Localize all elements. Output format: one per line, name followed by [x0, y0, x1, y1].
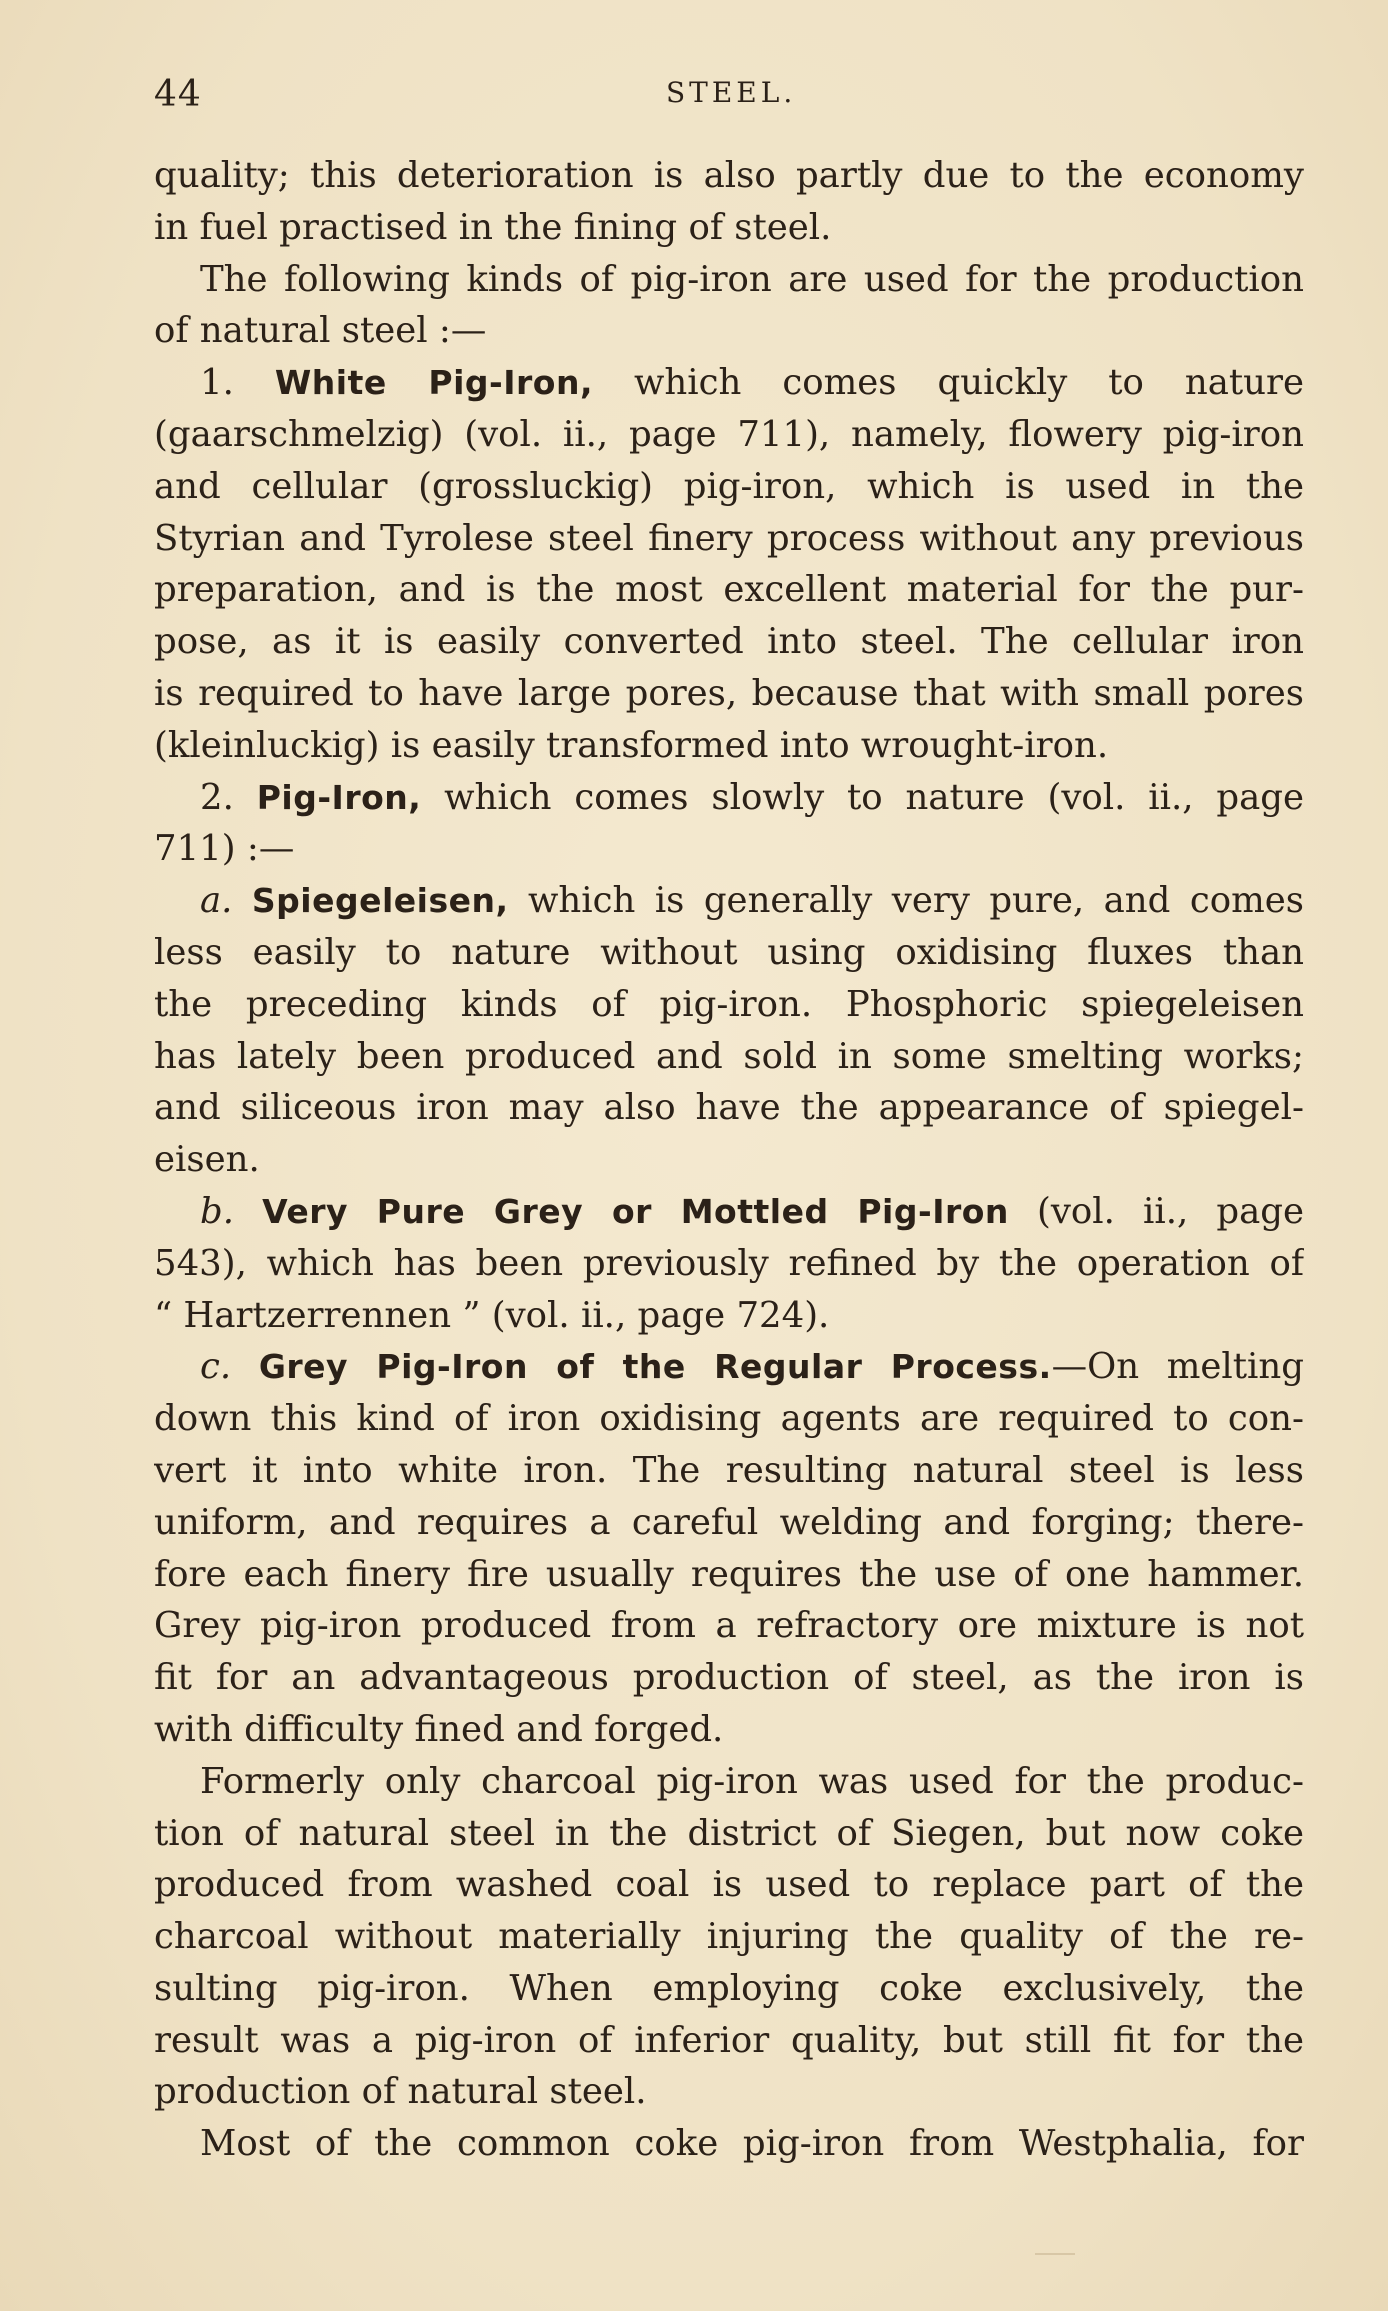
text-run: pose, as it is easily converted into steel. The cellular iron — [154, 621, 1304, 663]
text-run: 1. — [200, 362, 275, 404]
run-in-heading: Very Pure Grey or Mottled Pig-Iron — [262, 1191, 1009, 1231]
text-run: 711) :— — [154, 828, 295, 870]
text-run: 543), which has been previously refined by the operation of — [154, 1242, 1304, 1284]
text-run: fore each finery fire usually requires the use of one hammer. — [154, 1553, 1304, 1595]
page-header — [154, 70, 1304, 120]
text-run: Styrian and Tyrolese steel finery process without any previous — [154, 517, 1304, 559]
text-line — [154, 2066, 1304, 2118]
run-in-heading: Spiegeleisen, — [251, 881, 509, 921]
item-letter: a. — [200, 880, 233, 922]
text-run: tion of natural steel in the district of Siegen, but now coke — [154, 1812, 1304, 1854]
text-run: charcoal without materially injuring the quality of the re- — [154, 1916, 1304, 1958]
text-line — [154, 2015, 1304, 2067]
text-line — [154, 616, 1304, 668]
text-run: of natural steel :— — [154, 310, 487, 352]
run-in-heading: White Pig-Iron, — [274, 363, 594, 403]
text-line — [154, 668, 1304, 720]
text-line — [154, 1652, 1304, 1704]
text-line — [154, 1808, 1304, 1860]
text-line — [154, 1290, 1304, 1342]
text-line — [154, 772, 1304, 824]
text-run: the preceding kinds of pig-iron. Phosphoric spiegeleisen — [154, 983, 1304, 1025]
text-run: has lately been produced and sold in some smelting works; — [154, 1035, 1304, 1077]
text-run: result was a pig-iron of inferior quality, but still fit for the — [154, 2019, 1304, 2061]
text-line — [154, 1704, 1304, 1756]
text-line — [154, 1756, 1304, 1808]
text-run: which comes slowly to nature (vol. ii., page — [421, 776, 1304, 818]
text-run: 2. — [200, 776, 257, 818]
text-line — [154, 1134, 1304, 1186]
text-line — [154, 202, 1304, 254]
text-line — [154, 1341, 1304, 1393]
text-line — [154, 1963, 1304, 2015]
text-run: eisen. — [154, 1139, 260, 1181]
running-head: STEEL. — [666, 76, 797, 109]
run-in-heading: Grey Pig-Iron of the Regular Process. — [258, 1347, 1052, 1387]
text-run: vert it into white iron. The resulting natural steel is less — [154, 1449, 1304, 1491]
text-line — [154, 823, 1304, 875]
text-run: —On melting — [1051, 1346, 1304, 1388]
text-line — [154, 357, 1304, 409]
text-line — [154, 1600, 1304, 1652]
text-run — [232, 880, 251, 921]
text-run: which is generally very pure, and comes — [508, 880, 1304, 922]
text-run: (gaarschmelzig) (vol. ii., page 711), namely, flowery pig-iron — [154, 413, 1304, 455]
text-run: quality; this deterioration is also partly due to the economy — [154, 155, 1304, 196]
run-in-heading: Pig-Iron, — [256, 777, 422, 817]
item-letter: b. — [200, 1190, 235, 1232]
text-line — [154, 409, 1304, 461]
text-line — [154, 513, 1304, 565]
text-run: in fuel practised in the fining of steel. — [154, 206, 832, 248]
text-line — [154, 305, 1304, 357]
text-run: “ Hartzerrennen ” (vol. ii., page 724). — [154, 1294, 830, 1336]
text-run: Most of the common coke pig-iron from Westphalia, for — [200, 2123, 1304, 2165]
text-run: The following kinds of pig-iron are used for the production — [200, 258, 1304, 300]
text-run: produced from washed coal is used to replace part of the — [154, 1864, 1304, 1906]
text-line — [154, 1082, 1304, 1134]
text-run: (kleinluckig) is easily transformed into wrought-iron. — [154, 724, 1109, 766]
text-line — [154, 1393, 1304, 1445]
text-run: less easily to nature without using oxidising fluxes than — [154, 931, 1304, 973]
text-line — [154, 1911, 1304, 1963]
text-run: and cellular (grossluckig) pig-iron, which is used in the — [154, 465, 1304, 507]
text-run: and siliceous iron may also have the appearance of spiegel- — [154, 1087, 1304, 1129]
text-line — [154, 1497, 1304, 1549]
text-line — [154, 1549, 1304, 1601]
text-line — [154, 1186, 1304, 1238]
text-line — [154, 461, 1304, 513]
text-line — [154, 254, 1304, 306]
text-run: (vol. ii., page — [1008, 1190, 1304, 1232]
text-line — [154, 720, 1304, 772]
text-line — [154, 2118, 1304, 2170]
text-run: uniform, and requires a careful welding and forging; there- — [154, 1501, 1304, 1543]
text-line — [154, 1238, 1304, 1290]
text-run: which comes quickly to nature — [593, 362, 1304, 404]
text-run — [234, 1191, 262, 1232]
text-line — [154, 1031, 1304, 1083]
text-run: with difficulty fined and forged. — [154, 1708, 724, 1750]
text-line — [154, 1445, 1304, 1497]
text-run: preparation, and is the most excellent material for the pur- — [154, 569, 1304, 611]
page-number: 44 — [154, 74, 202, 115]
text-run: down this kind of iron oxidising agents are required to con- — [154, 1398, 1304, 1440]
text-line — [154, 927, 1304, 979]
text-line — [154, 1859, 1304, 1911]
text-line — [154, 875, 1304, 927]
paper-mark — [1035, 2253, 1075, 2255]
text-run: fit for an advantageous production of steel, as the iron is — [154, 1657, 1304, 1699]
text-line — [154, 564, 1304, 616]
text-run: is required to have large pores, because that with small pores — [154, 672, 1304, 714]
text-run — [231, 1346, 259, 1387]
text-line — [154, 150, 1304, 202]
text-run: Grey pig-iron produced from a refractory ore mixture is not — [154, 1605, 1304, 1647]
text-run: Formerly only charcoal pig-iron was used for the produc- — [200, 1760, 1304, 1802]
item-letter: c. — [200, 1346, 232, 1388]
text-run: production of natural steel. — [154, 2071, 647, 2113]
text-line — [154, 979, 1304, 1031]
body-text — [154, 150, 1304, 2170]
text-run: sulting pig-iron. When employing coke exclusively, the — [154, 1967, 1304, 2009]
